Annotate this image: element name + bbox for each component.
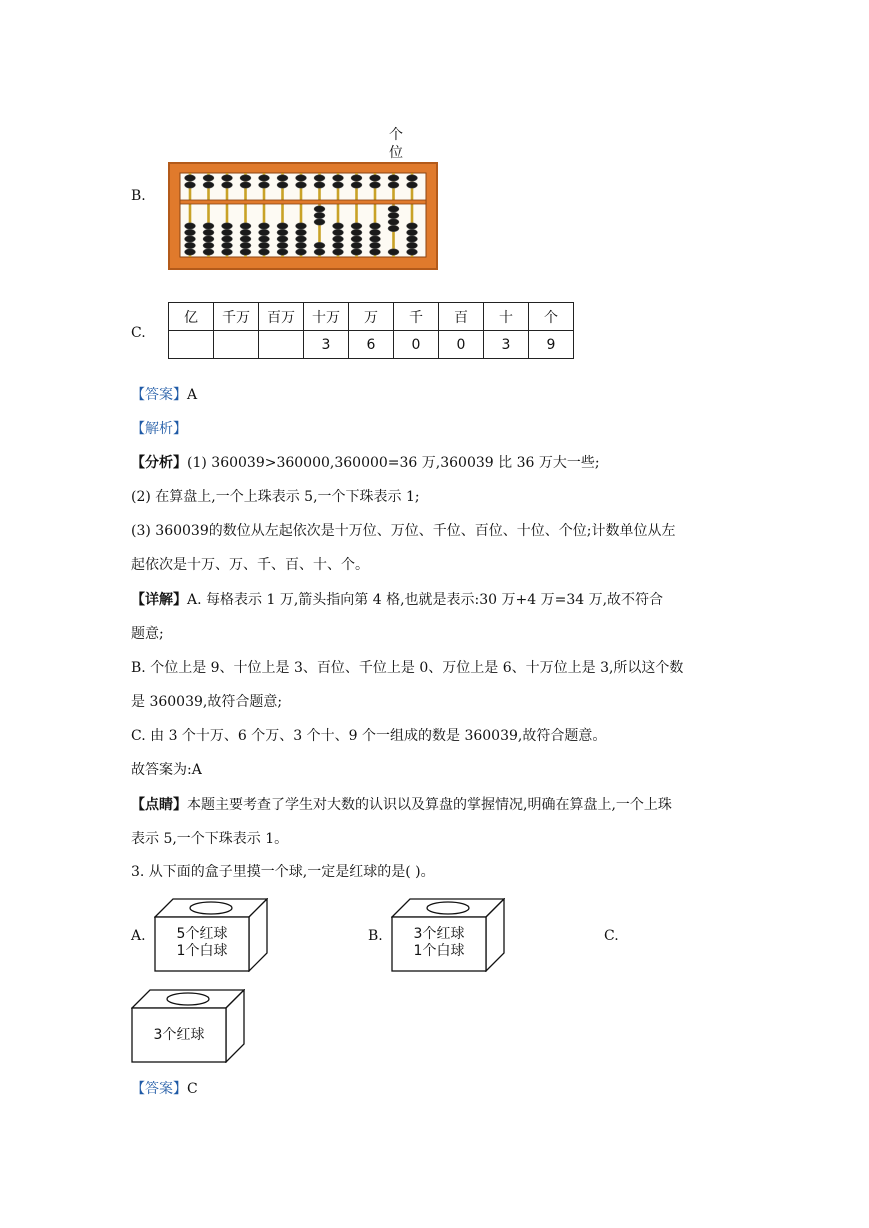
abacus-bead [222,229,233,235]
abacus-bead [259,182,270,188]
abacus-ones-label-line2: 位 [389,145,403,161]
table-header-cell: 百万 [259,303,304,331]
abacus-bead [222,182,233,188]
abacus-bead [259,249,270,255]
table-value-cell [259,331,304,359]
table-value-cell: 9 [529,331,574,359]
abacus-bead [351,223,362,229]
fenxi-line-3b: 起依次是十万、万、千、百、十、个。 [131,557,369,573]
abacus-bead [370,223,381,229]
box-c-label [132,1027,226,1044]
abacus-bead [259,229,270,235]
abacus-bead [222,242,233,248]
abacus-bead [277,229,288,235]
abacus-bead [407,223,418,229]
abacus-bead [203,175,214,181]
xiangjie-line-b1: B. 个位上是 9、十位上是 3、百位、千位上是 0、万位上是 6、十万位上是 3,所以这个数 [131,660,684,676]
box-b-line-1: 3个红球 [413,926,465,942]
abacus-bead [185,175,196,181]
answer-value: A [187,387,198,403]
abacus-bead [407,242,418,248]
abacus-bead [185,182,196,188]
xiangjie-line-b2: 是 360039,故符合题意; [131,694,283,710]
abacus-bead [185,236,196,242]
abacus-bead [314,182,325,188]
dianjing-line-2: 表示 5,一个下珠表示 1。 [131,831,289,847]
abacus-bead [388,206,399,212]
fenxi-line-1 [131,453,600,473]
option-c-label: C. [131,325,146,341]
abacus-bead [407,229,418,235]
abacus-bead [277,242,288,248]
abacus-bead [388,212,399,218]
box-c-line-1: 3个红球 [153,1027,205,1043]
abacus-bead [277,175,288,181]
dianjing-tag: 【点睛】 [131,797,187,813]
abacus-bead [388,182,399,188]
box-b [391,898,505,972]
table-value-row [169,331,574,359]
table-header-cell: 十万 [304,303,349,331]
abacus-bead [296,223,307,229]
table-value-cell: 0 [439,331,484,359]
analysis-tag: 【解析】 [131,421,187,437]
table-value-cell: 6 [349,331,394,359]
abacus-bead [240,182,251,188]
abacus-bead [333,229,344,235]
option-b-label: B. [131,188,146,204]
abacus-bead [277,182,288,188]
abacus-bead [388,175,399,181]
abacus-bead [185,242,196,248]
abacus-bead [203,223,214,229]
dianjing-line-1 [131,795,672,815]
abacus-bead [203,236,214,242]
abacus-bead [370,229,381,235]
abacus-bead [277,249,288,255]
table-value-cell: 0 [394,331,439,359]
xiangjie-text-a1: A. 每格表示 1 万,箭头指向第 4 格,也就是表示:30 万+4 万=34 万,故不符合 [187,592,664,608]
abacus-bead [240,236,251,242]
abacus-bead [407,175,418,181]
q3-option-c-label: C. [604,928,619,944]
abacus-bead [314,175,325,181]
abacus-bead [388,225,399,231]
answer-tag: 【答案】 [131,387,187,403]
abacus-bead [314,242,325,248]
abacus-beam [180,200,426,204]
abacus-bead [351,242,362,248]
box-a [154,898,268,972]
abacus-bead [351,182,362,188]
table-value-cell: 3 [484,331,529,359]
table-value-cell [214,331,259,359]
table-value-cell [169,331,214,359]
place-value-table [168,302,574,359]
abacus-bead [314,219,325,225]
abacus-bead [333,249,344,255]
abacus-bead [351,236,362,242]
dianjing-text-1: 本题主要考查了学生对大数的认识以及算盘的掌握情况,明确在算盘上,一个上珠 [187,797,672,813]
abacus-bead [240,175,251,181]
box-c [131,989,245,1063]
table-header-cell: 十 [484,303,529,331]
abacus-bead [388,249,399,255]
abacus-bead [203,229,214,235]
q3-option-b-label: B. [368,928,383,944]
abacus-image [168,162,438,270]
q3-answer-value: C [187,1081,198,1097]
abacus-bead [222,236,233,242]
box-b-label [392,926,486,960]
abacus-bead [240,242,251,248]
abacus-bead [351,175,362,181]
abacus-bead [185,223,196,229]
abacus-bead [222,249,233,255]
abacus-bead [388,219,399,225]
abacus-bead [314,206,325,212]
box-c-drawing [131,989,245,1063]
abacus-bead [240,249,251,255]
q3-option-a-label: A. [131,928,146,944]
abacus-bead [296,182,307,188]
abacus-bead [351,229,362,235]
abacus-bead [370,236,381,242]
abacus-bead [407,249,418,255]
xiangjie-tag: 【详解】 [131,592,187,608]
abacus-bead [351,249,362,255]
box-b-line-2: 1个白球 [413,943,465,959]
abacus-bead [407,236,418,242]
conclusion-line: 故答案为:A [131,762,202,778]
abacus-bead [203,249,214,255]
question-3-text: 3. 从下面的盒子里摸一个球,一定是红球的是( )。 [131,864,435,880]
abacus-bead [296,242,307,248]
abacus-bead [185,229,196,235]
fenxi-tag: 【分析】 [131,455,187,471]
abacus-bead [333,242,344,248]
abacus-bead [277,223,288,229]
table-header-cell: 千万 [214,303,259,331]
abacus-bead [240,223,251,229]
answer-line [131,385,197,405]
abacus-bead [185,249,196,255]
abacus-bead [296,236,307,242]
xiangjie-line-c: C. 由 3 个十万、6 个万、3 个十、9 个一组成的数是 360039,故符合题意。 [131,728,607,744]
abacus-bead [333,175,344,181]
abacus-bead [370,182,381,188]
abacus-bead [296,175,307,181]
abacus-ones-label [388,126,404,162]
abacus-bead [370,175,381,181]
abacus-bead [203,242,214,248]
xiangjie-line-a1 [131,590,663,610]
fenxi-line-2: (2) 在算盘上,一个上珠表示 5,一个下珠表示 1; [131,489,420,505]
abacus-bead [203,182,214,188]
abacus-bead [296,249,307,255]
abacus-ones-label-line1: 个 [389,127,403,143]
abacus-bead [277,236,288,242]
table-header-cell: 万 [349,303,394,331]
abacus-bead [222,223,233,229]
abacus-bead [259,236,270,242]
abacus-bead [370,249,381,255]
table-header-cell: 个 [529,303,574,331]
table-header-cell: 百 [439,303,484,331]
abacus-bead [314,212,325,218]
abacus-bead [222,175,233,181]
abacus-bead [370,242,381,248]
q3-answer-tag: 【答案】 [131,1081,187,1097]
abacus-bead [259,175,270,181]
abacus-bead [333,236,344,242]
xiangjie-line-a2: 题意; [131,626,164,642]
box-a-label [155,926,249,960]
abacus-bead [407,182,418,188]
abacus-bead [259,242,270,248]
table-header-cell: 亿 [169,303,214,331]
abacus-bead [296,229,307,235]
q3-answer-line [131,1079,198,1099]
box-a-line-2: 1个白球 [176,943,228,959]
abacus-bead [259,223,270,229]
abacus-bead [333,223,344,229]
abacus-bead [333,182,344,188]
table-value-cell: 3 [304,331,349,359]
table-header-row [169,303,574,331]
abacus-bead [240,229,251,235]
table-header-cell: 千 [394,303,439,331]
fenxi-line-3a: (3) 360039的数位从左起依次是十万位、万位、千位、百位、十位、个位;计数单位从左 [131,523,676,539]
box-a-line-1: 5个红球 [176,926,228,942]
abacus-bead [314,249,325,255]
fenxi-text-1: (1) 360039>360000,360000=36 万,360039 比 36 万大一些; [187,455,600,471]
